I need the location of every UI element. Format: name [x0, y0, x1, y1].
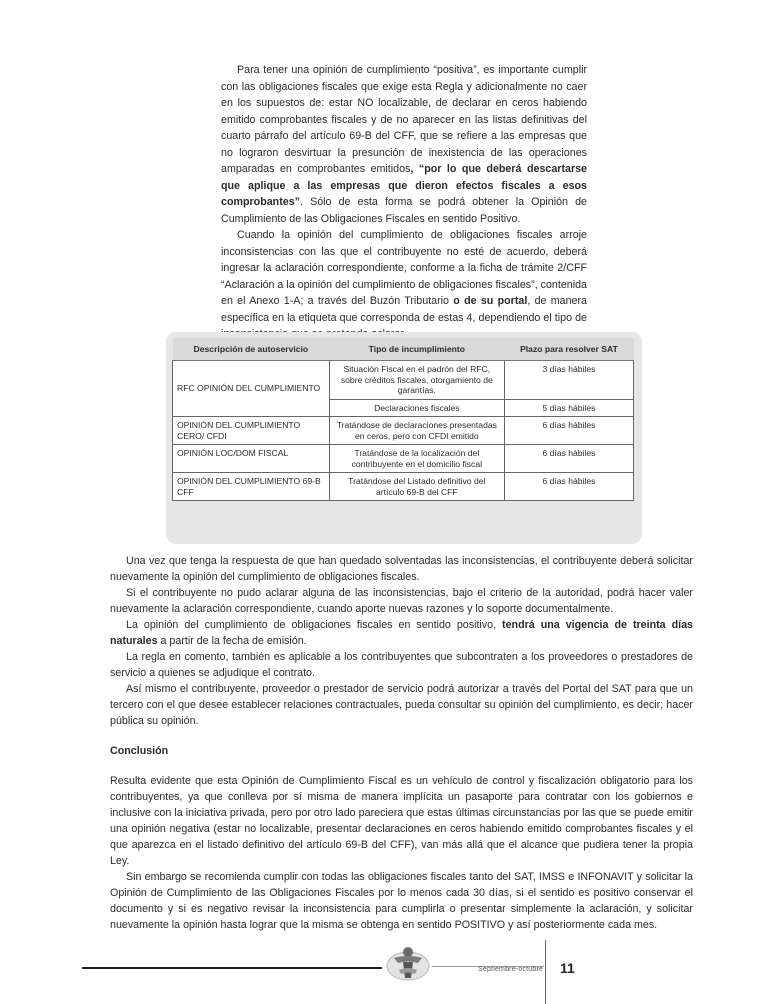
cell-description: RFC OPINIÓN DEL CUMPLIMIENTO	[173, 361, 330, 417]
paragraph: Para tener una opinión de cumplimiento “positiva”, es importante cumplir con las obligaciones fiscales que exige esta Regla y adicionalmente no caer en los supuestos de: estar NO localizable, de declarar en ceros habiendo emitido comprobantes fiscales y de no aparecer en las listas definitivas del cuarto párrafo del artículo 69-B del CFF, que se refiere a las empresas que no lograron desvirtuar la presunción de inexistencia de las operaciones amparadas en comprobantes emitidos, “por lo que deberá descartarse que aplique a las empresas que dieron efectos fiscales a esos comprobantes”. Sólo de esta forma se podrá obtener la Opinión de Cumplimiento de las Obligaciones Fiscales en sentido Positivo.	[221, 64, 587, 225]
paragraph: Una vez que tenga la respuesta de que han quedado solventadas las inconsistencias, el contribuyente deberá solicitar nuevamente la opinión del cumplimiento de obligaciones fiscales.	[110, 555, 693, 583]
table-row	[173, 473, 634, 501]
table-row	[173, 417, 634, 445]
paragraph: Sin embargo se recomienda cumplir con todas las obligaciones fiscales tanto del SAT, IMSS e INFONAVIT y solicitar la Opinión de Cumplimiento de las Obligaciones Fiscales por lo menos cada 30 días, si el sentido es positivo conservar el documento y si es negativo revisar la inconsistencia para cumplirla o presentar simplemente la aclaración, y solicitar nuevamente la opinión hasta lograr que la misma se obtenga en sentido POSITIVO y así posteriormente cada mes.	[110, 871, 693, 931]
cell-type: Declaraciones fiscales	[329, 399, 504, 417]
cell-description: OPINIÓN LOC/DOM FISCAL	[173, 445, 330, 473]
table-row	[173, 445, 634, 473]
column-header: Plazo para resolver SAT	[504, 338, 633, 361]
column-header: Descripción de autoservicio	[173, 338, 330, 361]
column-header: Tipo de incumplimiento	[329, 338, 504, 361]
autoservice-table-box	[166, 332, 642, 544]
issue-label: Septiembre-octubre	[478, 966, 544, 973]
footer-rule	[82, 967, 382, 969]
cell-term: 6 días hábiles	[504, 473, 633, 501]
cell-type: Tratándose de declaraciones presentadas en ceros, pero con CFDI emitido	[329, 417, 504, 445]
table-header-row	[173, 338, 634, 361]
cell-description: OPINIÓN DEL CUMPLIMIENTO CERO/ CFDI	[173, 417, 330, 445]
stylized-figure-logo-icon	[384, 944, 432, 984]
cell-type: Tratándose del Listado definitivo del artículo 69-B del CFF	[329, 473, 504, 501]
page-number: 11	[560, 960, 575, 976]
autoservice-table	[172, 338, 634, 501]
cell-description: OPINIÓN DEL CUMPLIMIENTO 69-B CFF	[173, 473, 330, 501]
footer-divider	[545, 940, 546, 1004]
cell-term: 6 días hábiles	[504, 445, 633, 473]
cell-term: 6 días hábiles	[504, 417, 633, 445]
main-column	[110, 553, 693, 933]
cell-type: Tratándose de la localización del contribuyente en el domicilio fiscal	[329, 445, 504, 473]
cell-term: 5 días hábiles	[504, 399, 633, 417]
table-row	[173, 361, 634, 400]
cell-type: Situación Fiscal en el padrón del RFC, sobre créditos fiscales, otorgamiento de garantías.	[329, 361, 504, 400]
paragraph: Si el contribuyente no pudo aclarar alguna de las inconsistencias, bajo el criterio de la autoridad, podrá hacer valer nuevamente la aclaración correspondiente, cuando aporte nuevas razones y lo soporte documentalmente.	[110, 587, 693, 615]
intro-column	[221, 62, 587, 343]
paragraph: Así mismo el contribuyente, proveedor o prestador de servicio podrá autorizar a través del Portal del SAT para que un tercero con el que desee establecer relaciones contractuales, pueda consultar su opinión del cumplimiento, es decir; hacer pública su opinión.	[110, 683, 693, 727]
section-heading: Conclusión	[110, 745, 169, 757]
paragraph: Cuando la opinión del cumplimiento de obligaciones fiscales arroje inconsistencias con las que el contribuyente no esté de acuerdo, deberá ingresar la aclaración correspondiente, conforme a la ficha de trámite 2/CFF “Aclaración a la opinión del cumplimiento de obligaciones fiscales”, contenida en el Anexo 1-A; a través del Buzón Tributario o de su portal, de manera específica en la etiqueta que corresponda de estas 4, dependiendo el tipo de	[221, 229, 587, 324]
paragraph: La opinión del cumplimiento de obligaciones fiscales en sentido positivo, tendrá una vigencia de treinta días naturales a partir de la fecha de emisión.	[110, 619, 693, 647]
paragraph: La regla en comento, también es aplicable a los contribuyentes que subcontraten a los proveedores o prestadores de servicio a quienes se adjudique el contrato.	[110, 651, 693, 679]
cell-term: 3 días hábiles	[504, 361, 633, 400]
paragraph: Resulta evidente que esta Opinión de Cumplimiento Fiscal es un vehículo de control y fiscalización obligatorio para los contribuyentes, ya que conlleva por sí misma de manera implícita un pasaporte para contratar con los gobiernos e inclusive con la iniciativa privada, pero por otro lado pareciera que estas últimas circunstancias por las que se puede emitir una opinión negativa (estar no localizable, presentar declaraciones en ceros habiendo emitido comprobantes fiscales y el que aparezca en el listado definitivo del artículo 69-B del CFF), van más allá que el alcance que pudiera tener la propia Ley.	[110, 775, 693, 867]
